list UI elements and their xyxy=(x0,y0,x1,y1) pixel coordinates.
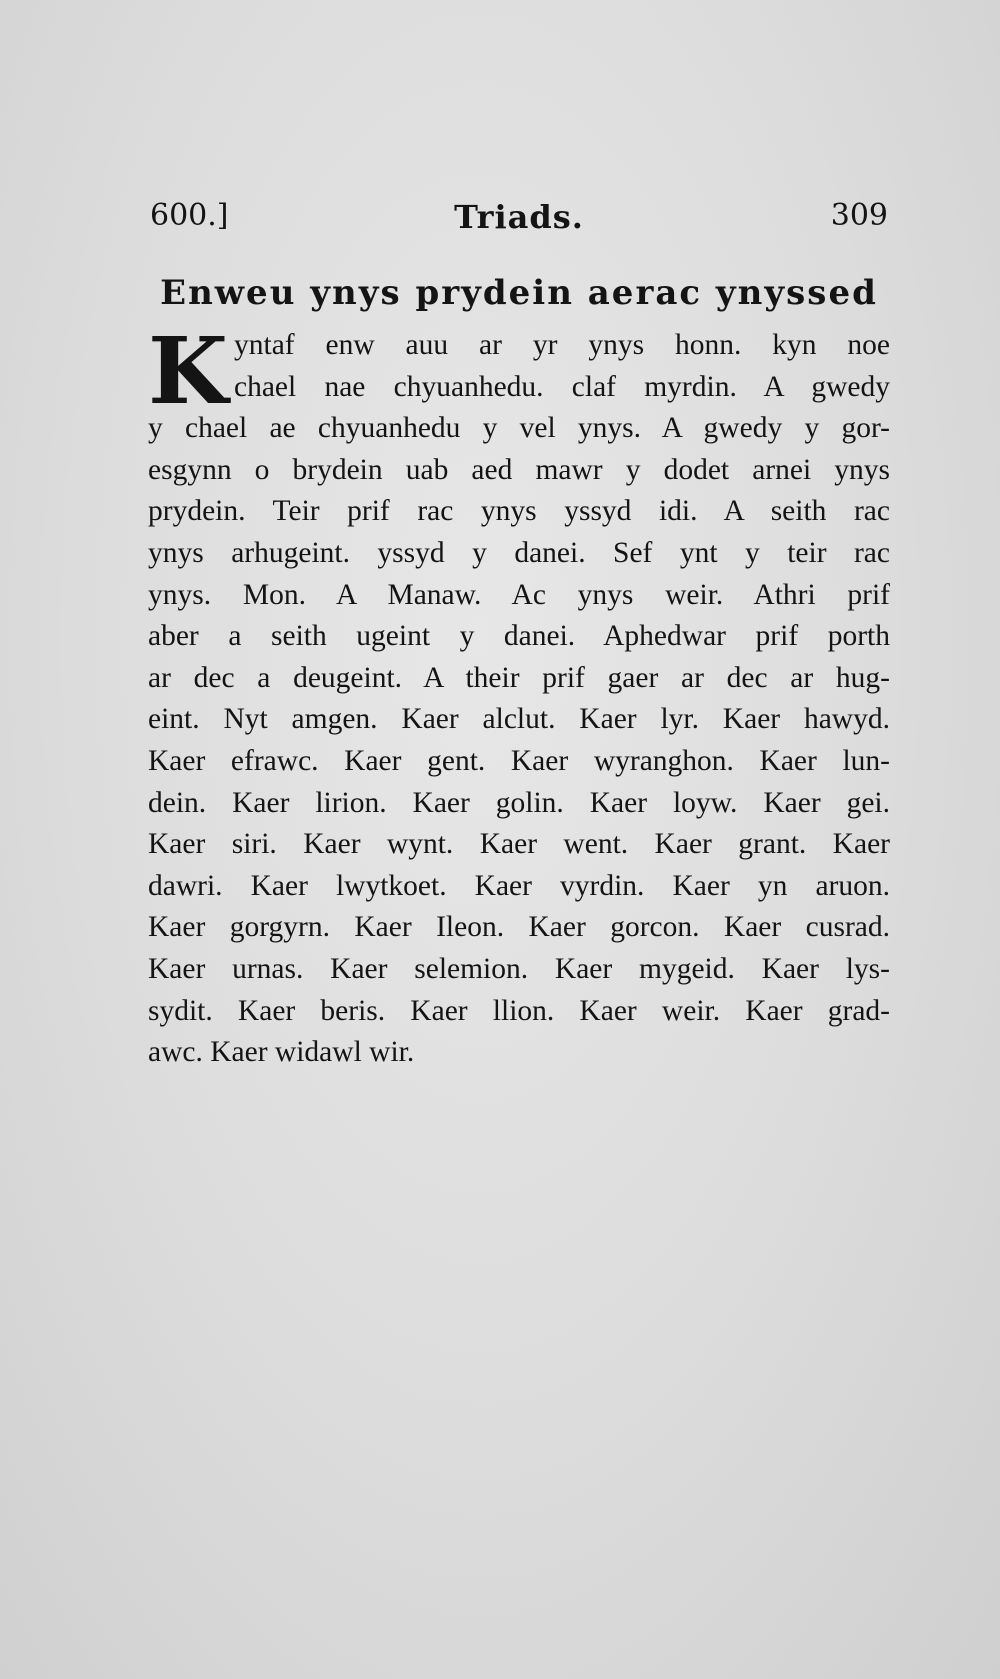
text-line: Kaer urnas. Kaer selemion. Kaer mygeid. Kaer lys- xyxy=(148,952,890,985)
text-line: aber a seith ugeint y danei. Aphedwar prif porth xyxy=(148,620,890,653)
section-heading: Enweu ynys prydein aerac ynyssed xyxy=(160,273,878,313)
text-line: dawri. Kaer lwytkoet. Kaer vyrdin. Kaer yn aruon. xyxy=(148,869,890,902)
text-line: chael nae chyuanhedu. claf myrdin. A gwedy xyxy=(234,370,890,403)
drop-cap: K xyxy=(148,317,228,425)
text-line: y chael ae chyuanhedu y vel ynys. A gwedy y gor- xyxy=(148,412,890,445)
text-line: prydein. Teir prif rac ynys yssyd idi. A seith rac xyxy=(148,495,890,528)
text-line: Kaer gorgyrn. Kaer Ileon. Kaer gorcon. Kaer cusrad. xyxy=(148,911,890,944)
text-line: sydit. Kaer beris. Kaer llion. Kaer weir. Kaer grad- xyxy=(148,994,890,1027)
text-line: Kaer siri. Kaer wynt. Kaer went. Kaer grant. Kaer xyxy=(148,828,890,861)
text-line: ynys. Mon. A Manaw. Ac ynys weir. Athri prif xyxy=(148,578,890,611)
text-line: dein. Kaer lirion. Kaer golin. Kaer loyw. Kaer gei. xyxy=(148,786,890,819)
text-line: esgynn o brydein uab aed mawr y dodet arnei ynys xyxy=(148,453,890,486)
text-body xyxy=(148,317,890,1074)
right-page-number: 309 xyxy=(830,198,888,233)
text-line: ynys arhugeint. yssyd y danei. Sef ynt y teir rac xyxy=(148,536,890,569)
text-line: Kaer efrawc. Kaer gent. Kaer wyranghon. Kaer lun- xyxy=(148,744,890,777)
text-line: eint. Nyt amgen. Kaer alclut. Kaer lyr. Kaer hawyd. xyxy=(148,703,890,736)
running-title: Triads. xyxy=(454,198,584,236)
text-line: awc. Kaer widawl wir. xyxy=(148,1036,415,1069)
left-page-number: 600.] xyxy=(150,198,229,233)
text-line: yntaf enw auu ar yr ynys honn. kyn noe xyxy=(234,329,890,361)
text-line: ar dec a deugeint. A their prif gaer ar dec ar hug- xyxy=(148,661,890,694)
page-header xyxy=(150,198,888,248)
